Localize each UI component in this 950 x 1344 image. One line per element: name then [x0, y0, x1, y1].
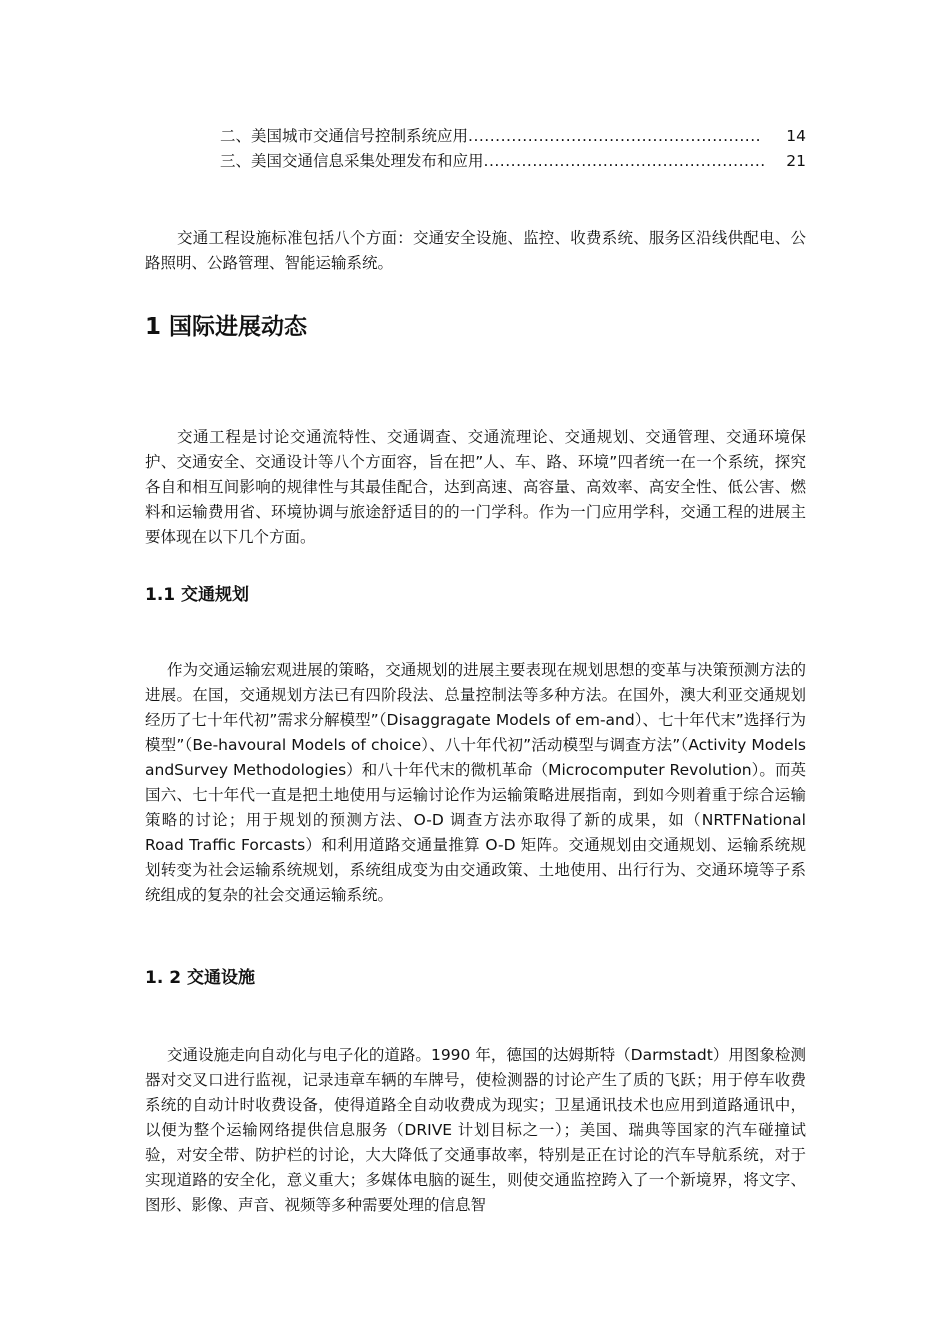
table-of-contents	[220, 124, 806, 174]
toc-entry-title: 三、美国交通信息采集处理发布和应用	[220, 152, 484, 170]
toc-entry[interactable]	[220, 124, 806, 149]
section-heading-1-2: 1. 2 交通设施	[145, 968, 255, 988]
section-1-2-paragraph: 交通设施走向自动化与电子化的道路。1990 年，德国的达姆斯特（Darmstadt）用图象检测器对交叉口进行监视，记录违章车辆的车牌号，使检测器的讨论产生了质的飞跃；用于停车收费系统的自动计时收费设备，使得道路全自动收费成为现实；卫星通讯技术也应用到道路通讯中，以便为整个运输网络提供信息服务（DRIVE 计划目标之一）；美国、瑞典等国家的汽车碰撞试验，对安全带、防护栏的讨论，大大降低了交通事故率，特别是正在讨论的汽车导航系统，对于实现道路的安全化，意义重大；多媒体电脑的诞生，则使交通监控跨入了一个新境界，将文字、图形、影像、声音、视频等多种需要处理的信息智	[145, 1046, 806, 1214]
section-heading-1-1: 1.1 交通规划	[145, 585, 250, 605]
intro-paragraph: 交通工程设施标准包括八个方面：交通安全设施、监控、收费系统、服务区沿线供配电、公路照明、公路管理、智能运输系统。	[145, 229, 806, 272]
toc-entry-title: 二、美国城市交通信号控制系统应用	[220, 127, 469, 145]
section-1-1-paragraph: 作为交通运输宏观进展的策略，交通规划的进展主要表现在规划思想的变革与决策预测方法的进展。在国，交通规划方法已有四阶段法、总量控制法等多种方法。在国外，澳大利亚交通规划经历了七十年代初”需求分解模型”（Disaggragate Models of em-and）、七十年代末”选择行为模型”（Be-havoural Models of choice）、八十年代初”活动模型与调查方法”（Activity Models andSurvey Methodologies）和八十年代末的微机革命（Microcomputer Revolution）。而英国六、七十年代一直是把土地使用与运输讨论作为运输策略进展指南，到如今则着重于综合运输策略的讨论；用于规划的预测方法、O-D 调查方法亦取得了新的成果，如（NRTFNational Road Traffic Forcasts）和利用道路交通量推算 O-D 矩阵。交通规划由交通规划、运输系统规划转变为社会运输系统规划，系统组成变为由交通政策、土地使用、出行行为、交通环境等子系统组成的复杂的社会交通运输系统。	[145, 661, 806, 904]
section-heading-1: 1 国际进展动态	[145, 314, 308, 340]
toc-leader-dots: ....................................................	[483, 152, 766, 170]
toc-leader-dots: ......................................................	[468, 127, 762, 145]
toc-page-number: 14	[786, 127, 806, 145]
toc-page-number: 21	[786, 152, 806, 170]
toc-entry[interactable]	[220, 149, 806, 174]
section-1-paragraph: 交通工程是讨论交通流特性、交通调查、交通流理论、交通规划、交通管理、交通环境保护、交通安全、交通设计等八个方面容，旨在把”人、车、路、环境”四者统一在一个系统，探究各自和相互间影响的规律性与其最佳配合，达到高速、高容量、高效率、高安全性、低公害、燃料和运输费用省、环境协调与旅途舒适目的的一门学科。作为一门应用学科，交通工程的进展主要体现在以下几个方面。	[145, 428, 806, 546]
